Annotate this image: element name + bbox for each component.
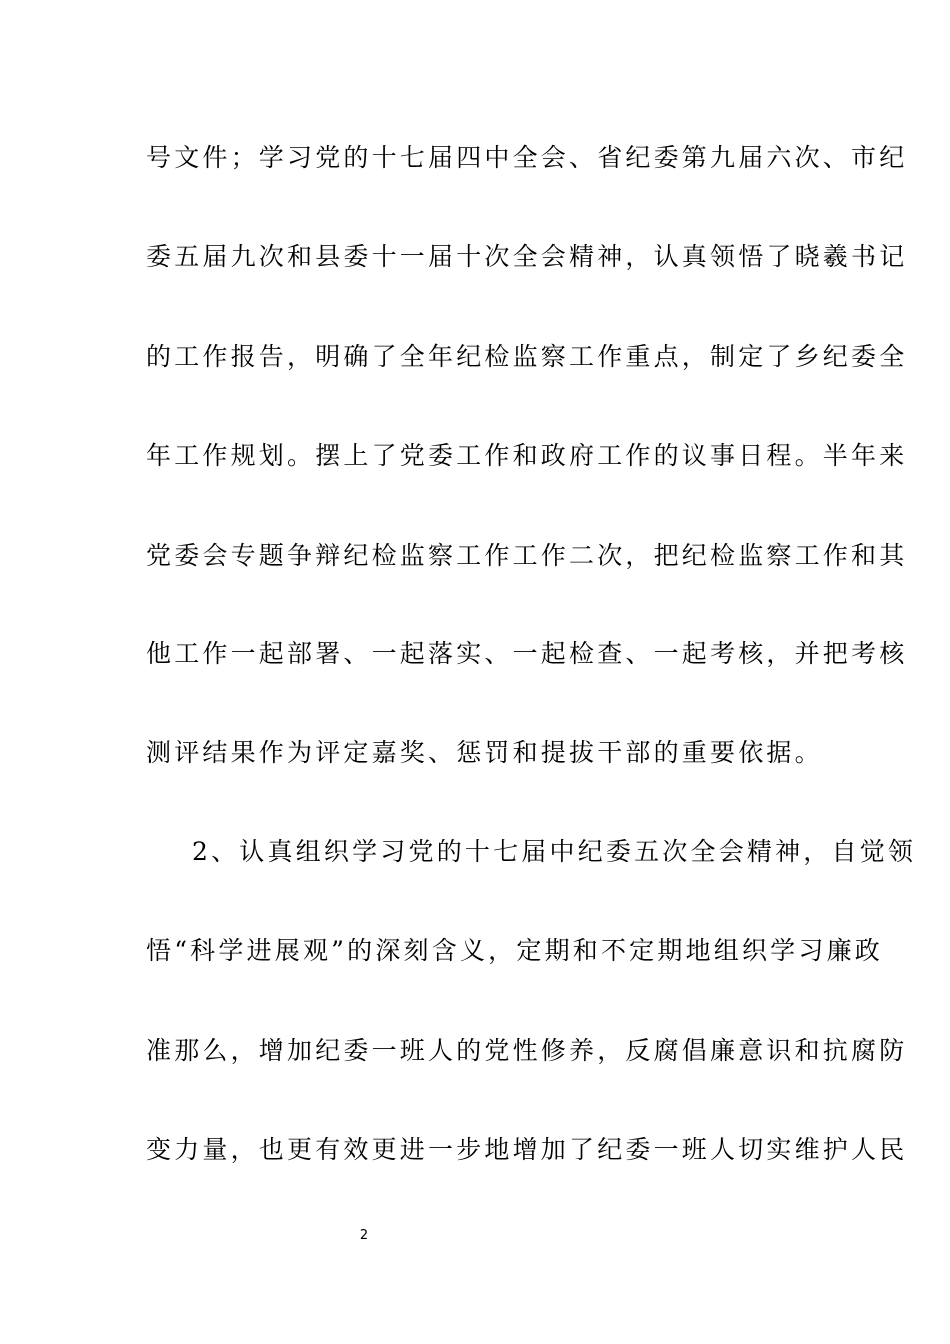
text-line-9: 悟“科学进展观”的深刻含义，定期和不定期地组织学习廉政	[146, 936, 883, 965]
text-line-2: 委五届九次和县委十一届十次全会精神，认真领悟了晓羲书记	[146, 242, 908, 271]
text-line-5: 党委会专题争辩纪检监察工作工作二次，把纪检监察工作和其	[146, 541, 908, 570]
text-line-3: 的工作报告，明确了全年纪检监察工作重点，制定了乡纪委全	[146, 342, 908, 371]
text-line-1: 号文件；学习党的十七届四中全会、省纪委第九届六次、市纪	[146, 143, 908, 172]
text-line-6: 他工作一起部署、一起落实、一起检查、一起考核，并把考核	[146, 639, 908, 668]
text-line-10: 准那么，增加纪委一班人的党性修养，反腐倡廉意识和抗腐防	[146, 1036, 908, 1065]
text-line-8: 2、认真组织学习党的十七届中纪委五次全会精神，自觉领	[192, 837, 917, 866]
text-line-4: 年工作规划。摆上了党委工作和政府工作的议事日程。半年来	[146, 441, 908, 470]
text-line-7: 测评结果作为评定嘉奖、惩罚和提拔干部的重要依据。	[146, 738, 823, 767]
text-line-11: 变力量，也更有效更进一步地增加了纪委一班人切实维护人民	[146, 1135, 908, 1164]
page-number: 2	[359, 1228, 369, 1243]
